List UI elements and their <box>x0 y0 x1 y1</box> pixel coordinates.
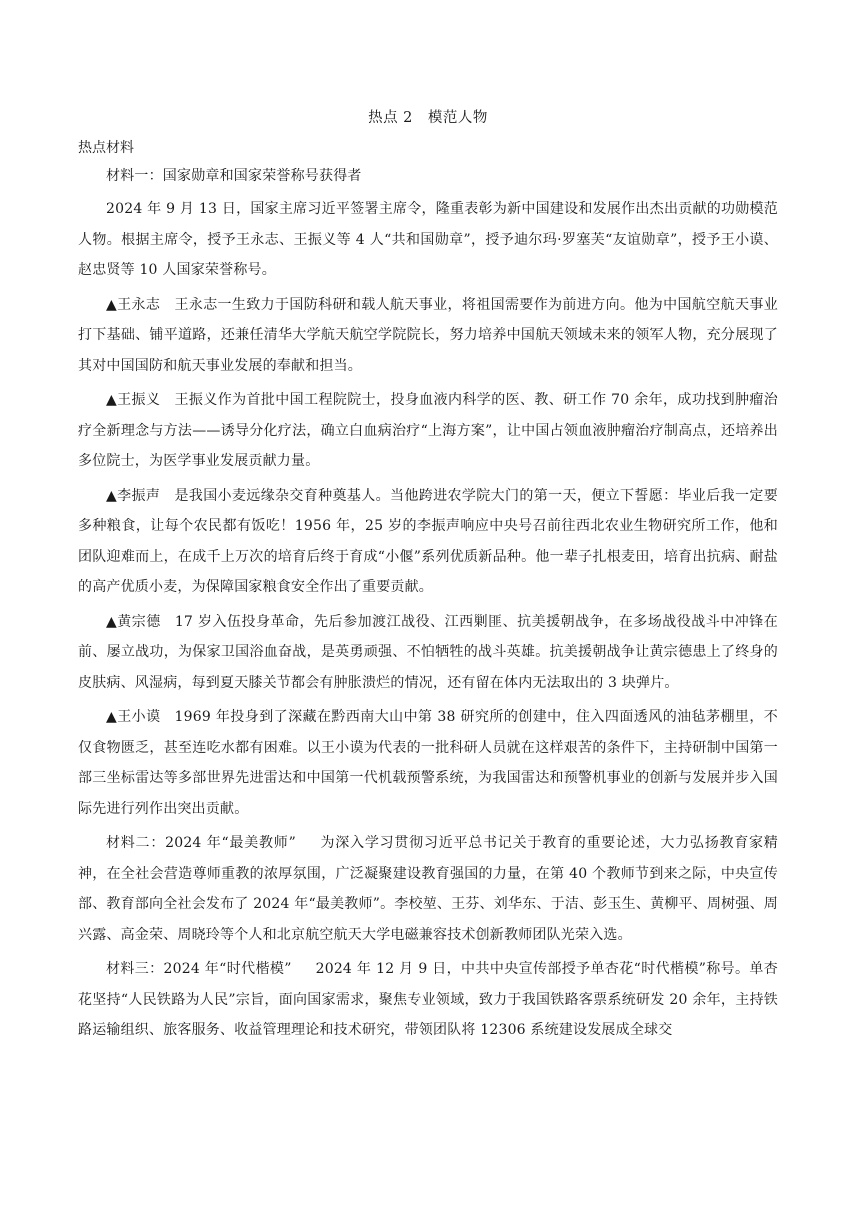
profile-name: ▲黄宗德 <box>106 613 161 630</box>
paragraph-text: 王振义作为首批中国工程院院士，投身血液内科学的医、教、研工作 70 余年，成功找到肿瘤治疗全新理念与方法——诱导分化疗法，确立白血病治疗“上海方案”，让中国占领血液肿瘤治疗制高点，还培养出多位院士，为医学事业发展贡献力量。 <box>78 392 778 469</box>
profile-name: ▲王永志 <box>106 296 161 313</box>
profile-name: ▲王小谟 <box>106 709 161 725</box>
paragraph-text: 材料一：国家勋章和国家荣誉称号获得者 <box>106 168 362 184</box>
material-three <box>78 954 778 1046</box>
profile-name: ▲王振义 <box>106 392 161 408</box>
profile-huang-zongde <box>78 607 778 699</box>
paragraph-text: 是我国小麦远缘杂交育种奠基人。当他跨进农学院大门的第一天，便立下誓愿：毕业后我一定要多种粮食，让每个农民都有饭吃！1956 年，25 岁的李振声响应中央号召前往西北农业生物研究所工作，他和团队迎难而上，在成千上万次的培育后终于育成“小偃”系列优质新品种。他一辈子扎根麦田，培育出抗病、耐盐的高产优质小麦，为保障国家粮食安全作出了重要贡献。 <box>78 487 778 595</box>
document-title: 热点 2 模范人物 <box>368 110 488 126</box>
paragraph-text: 1969 年投身到了深藏在黔西南大山中第 38 研究所的创建中，住入四面透风的油毡茅棚里，不仅食物匮乏，甚至连吃水都有困难。以王小谟为代表的一批科研人员就在这样艰苦的条件下，主持研制中国第一部三坐标雷达等多部世界先进雷达和中国第一代机载预警系统，为我国雷达和预警机事业的创新与发展并步入国际先进行列作出突出贡献。 <box>78 709 778 817</box>
material-title: 材料三：2024 年“时代楷模” <box>106 961 292 977</box>
profile-wang-zhenyi <box>78 385 778 477</box>
profile-li-zhensheng <box>78 481 778 603</box>
paragraph-text: 17 岁入伍投身革命，先后参加渡江战役、江西剿匪、抗美援朝战争，在多场战役战斗中冲锋在前、屡立战功，为保家卫国浴血奋战，是英勇顽强、不怕牺牲的战斗英雄。抗美援朝战争让黄宗德患上了终身的皮肤病、风湿病，每到夏天膝关节都会有肿胀溃烂的情况，还有留在体内无法取出的 3 块弹片。 <box>78 613 778 691</box>
paragraph-text: 2024 年 12 月 9 日，中共中央宣传部授予单杏花“时代楷模”称号。单杏花坚持“人民铁路为人民”宗旨，面向国家需求，聚焦专业领域，致力于我国铁路客票系统研发 20 余年，主持铁路运输组织、旅客服务、收益管理理论和技术研究，带领团队将 12306 系统建设发展成全球交 <box>78 961 778 1038</box>
profile-wang-yongzhi <box>78 290 778 382</box>
paragraph-text: 为深入学习贯彻习近平总书记关于教育的重要论述，大力弘扬教育家精神，在全社会营造尊师重教的浓厚氛围，广泛凝聚建设教育强国的力量，在第 40 个教师节到来之际，中央宣传部、教育部向全社会发布了 2024 年“最美教师”。李校堃、王芬、刘华东、于洁、彭玉生、黄柳平、周树强、周兴露、高金荣、周晓玲等个人和北京航空航天大学电磁兼容技术创新教师团队光荣入选。 <box>78 835 778 943</box>
paragraph-text: 2024 年 9 月 13 日，国家主席习近平签署主席令，隆重表彰为新中国建设和发展作出杰出贡献的功勋模范人物。根据主席令，授予王永志、王振义等 4 人“共和国勋章”，授予迪尔玛·罗塞芙“友谊勋章”，授予王小谟、赵忠贤等 10 人国家荣誉称号。 <box>78 201 778 278</box>
section-heading: 热点材料 <box>78 140 134 156</box>
paragraph-text: 王永志一生致力于国防科研和载人航天事业，将祖国需要作为前进方向。他为中国航空航天事业打下基础、铺平道路，还兼任清华大学航天航空学院院长，努力培养中国航天领域未来的领军人物，充分展现了其对中国国防和航天事业发展的奉献和担当。 <box>78 296 778 374</box>
material-one-title <box>78 166 778 186</box>
material-title: 材料二：2024 年“最美教师” <box>106 835 296 851</box>
material-one-intro <box>78 194 778 286</box>
material-two <box>78 828 778 950</box>
profile-wang-xiaomo <box>78 702 778 824</box>
profile-name: ▲李振声 <box>106 487 161 504</box>
